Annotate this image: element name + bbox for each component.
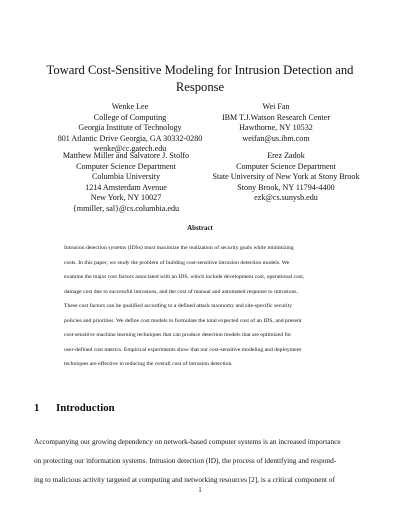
abstract-line: policies and priorities. We define cost models to formulate the total expected cost of an IDS, and present <box>64 317 302 324</box>
author-address: Hawthorne, NY 10532 <box>239 123 313 133</box>
page-number: 1 <box>198 486 202 494</box>
abstract-line: examine the major cost factors associated with an IDS, which include development cost, operational cost, <box>64 274 305 280</box>
abstract-line: techniques are effective in reducing the overall cost of intrusion detection. <box>64 361 233 367</box>
abstract-line: Intrusion detection systems (IDSs) must maximize the realization of security goals while minimizing <box>64 245 294 251</box>
author-block-lee <box>50 102 210 155</box>
author-block-miller-stolfo <box>46 151 206 215</box>
abstract-line: damage cost due to successful intrusions, and the cost of manual and automated response to intrusions. <box>64 288 298 295</box>
author-address: 801 Atlantic Drive Georgia, GA 30332-0280 <box>57 133 203 143</box>
section-number: 1 <box>34 402 40 414</box>
author-affiliation: Columbia University <box>91 172 161 182</box>
title-line-1: Toward Cost-Sensitive Modeling for Intrusion Detection and <box>46 63 354 77</box>
abstract-body <box>64 241 344 372</box>
author-name: Wei Fan <box>262 102 290 111</box>
author-affiliation: College of Computing <box>93 112 167 122</box>
abstract-line: costs. In this paper, we study the problem of building cost-sensitive intrusion detection models. We <box>64 259 290 266</box>
author-name: Matthew Miller and Salvatore J. Stolfo <box>62 151 190 160</box>
author-address: 1214 Amsterdam Avenue <box>85 182 167 192</box>
intro-line: ing to malicious activity targeted at computing and networking resources [2], is a critical component of <box>34 475 335 484</box>
author-affiliation: Computer Science Department <box>76 161 176 171</box>
author-email: wenke@cc.gatech.edu <box>93 144 167 154</box>
author-email: ezk@cs.sunysb.edu <box>254 193 318 203</box>
author-block-fan <box>196 102 356 144</box>
author-email: {mmiller, sal}@cs.columbia.edu <box>72 203 180 213</box>
title-line-2: Response <box>175 80 225 94</box>
paper-title <box>30 62 370 96</box>
author-block-zadok <box>186 151 386 204</box>
author-affiliation: IBM T.J.Watson Research Center <box>221 112 331 122</box>
section-title: Introduction <box>56 402 115 414</box>
abstract-line: user-defined cost metrics. Empirical experiments show that our cost-sensitive modeling and deployment <box>64 346 302 353</box>
abstract-line: These cost factors can be qualified according to a defined attack taxonomy and site-specific security <box>64 303 293 309</box>
abstract-heading: Abstract <box>187 225 213 232</box>
author-name: Wenke Lee <box>111 102 149 111</box>
author-affiliation: Computer Science Department <box>236 161 336 171</box>
author-address: New York, NY 10027 <box>90 193 162 203</box>
author-affiliation: Georgia Institute of Technology <box>78 123 182 133</box>
author-email: weifan@us.ibm.com <box>242 133 310 143</box>
intro-line: Accompanying our growing dependency on network-based computer systems is an increased importance <box>34 437 341 446</box>
author-address: Stony Brook, NY 11794-4400 <box>237 182 335 192</box>
abstract-line: cost-sensitive machine learning techniques that can produce detection models that are optimized for <box>64 332 292 338</box>
intro-paragraph <box>34 432 366 489</box>
intro-line: on protecting our information systems. Intrusion detection (ID), the process of identifying and respond- <box>34 456 337 465</box>
section-heading <box>34 402 115 414</box>
author-name: Erez Zadok <box>267 151 305 160</box>
author-affiliation: State University of New York at Stony Brook <box>212 172 360 182</box>
